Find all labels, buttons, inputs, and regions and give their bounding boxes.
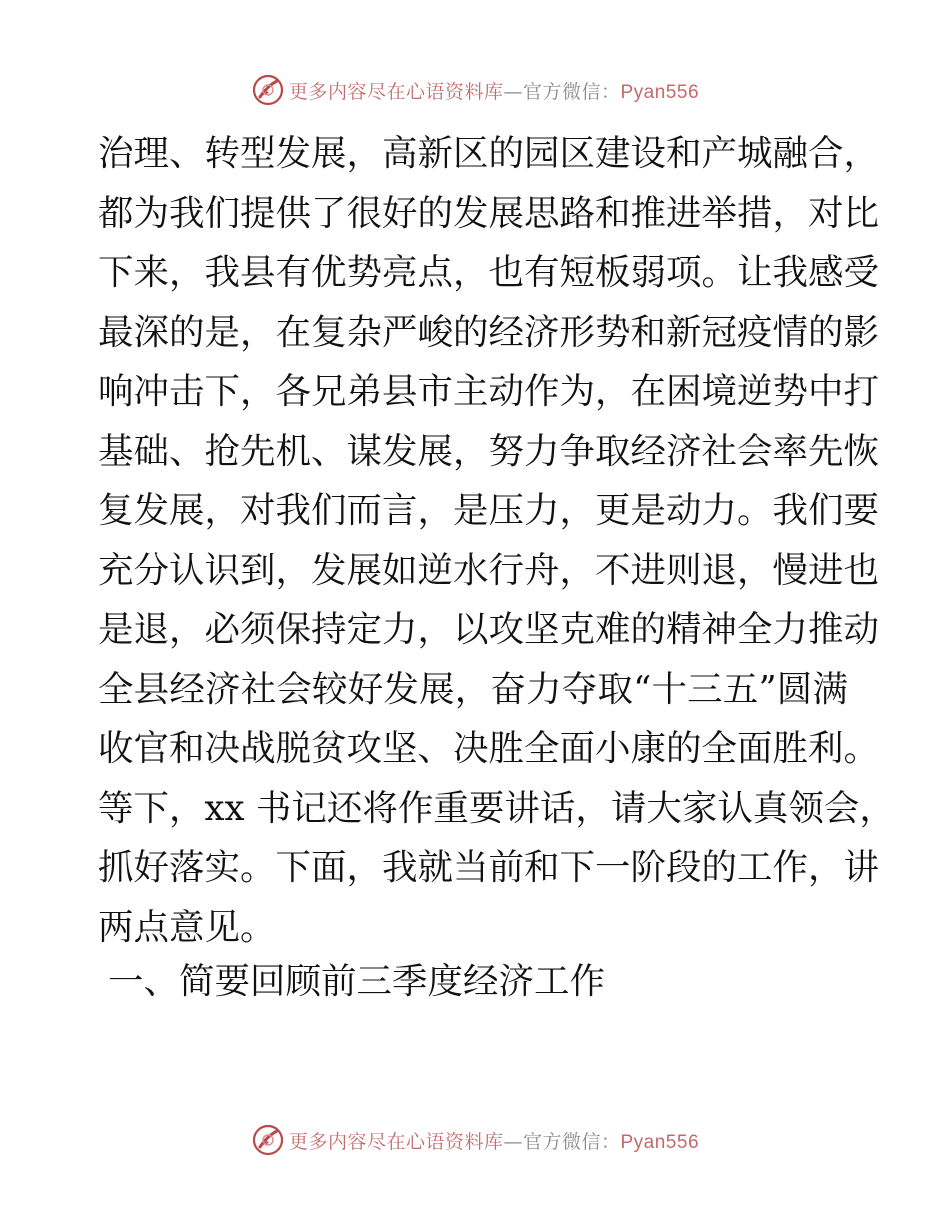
watermark-wechat-id: Pyan556 bbox=[620, 1131, 700, 1153]
body-line-5: 响冲击下，各兄弟县市主动作为，在困境逆势中打 bbox=[98, 371, 880, 412]
body-line-9: 是退，必须保持定力，以攻坚克难的精神全力推动 bbox=[98, 609, 880, 650]
watermark-separator: — bbox=[503, 1130, 523, 1153]
watermark-text bbox=[289, 1127, 699, 1154]
body-line-11: 收官和决战脱贫攻坚、决胜全面小康的全面胜利。 bbox=[98, 728, 880, 769]
body-line-7: 复发展，对我们而言，是压力，更是动力。我们要 bbox=[98, 490, 880, 531]
body-line-8: 充分认识到，发展如逆水行舟，不进则退，慢进也 bbox=[98, 549, 880, 591]
body-line-1: 治理、转型发展，高新区的园区建设和产城融合， bbox=[98, 133, 880, 174]
body-line-2: 都为我们提供了很好的发展思路和推进举措，对比 bbox=[98, 192, 880, 234]
watermark-text bbox=[289, 77, 699, 104]
watermark-brand: 更多内容尽在心语资料库 bbox=[288, 1130, 504, 1153]
document-body bbox=[98, 124, 895, 957]
watermark-wechat-label: 官方微信： bbox=[522, 80, 621, 103]
body-line-6: 基础、抢先机、谋发展，努力争取经济社会率先恢 bbox=[98, 430, 880, 472]
footer-watermark bbox=[0, 1120, 950, 1160]
header-watermark bbox=[0, 70, 950, 110]
section-heading: 一、简要回顾前三季度经济工作 bbox=[108, 961, 606, 1002]
pen-circle-logo-icon bbox=[251, 73, 285, 107]
body-line-10: 全县经济社会较好发展，奋力夺取“十三五”圆满 bbox=[98, 668, 848, 710]
watermark-wechat-label: 官方微信： bbox=[522, 1130, 621, 1153]
body-line-14: 两点意见。 bbox=[98, 906, 276, 948]
body-line-13: 抓好落实。下面，我就当前和下一阶段的工作，讲 bbox=[98, 847, 880, 888]
pen-circle-logo-icon bbox=[251, 1123, 285, 1157]
body-line-3: 下来，我县有优势亮点，也有短板弱项。让我感受 bbox=[98, 252, 880, 293]
body-line-4: 最深的是，在复杂严峻的经济形势和新冠疫情的影 bbox=[98, 311, 880, 353]
watermark-wechat-id: Pyan556 bbox=[620, 81, 700, 103]
body-line-12: 等下，xx 书记还将作重要讲话，请大家认真领会， bbox=[98, 787, 895, 829]
watermark-separator: — bbox=[503, 80, 523, 103]
watermark-brand: 更多内容尽在心语资料库 bbox=[288, 80, 504, 103]
